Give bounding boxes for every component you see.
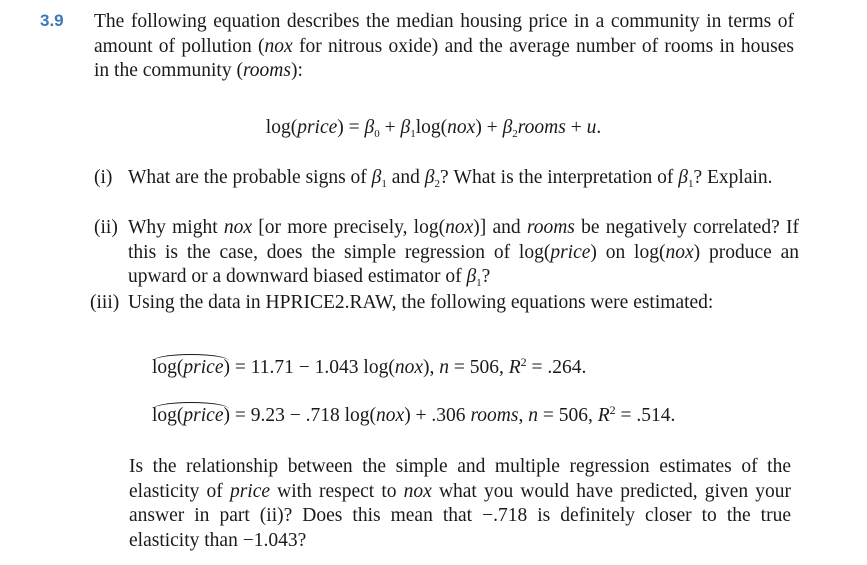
part-iii xyxy=(90,291,799,316)
part-text: What are the probable signs of xyxy=(128,167,372,188)
subscript: 2 xyxy=(434,178,441,190)
part-ii-text xyxy=(128,216,799,296)
eq-text: , xyxy=(518,405,529,426)
part-ii xyxy=(94,216,799,296)
hat-lhs xyxy=(152,405,230,427)
eq-var-u: u xyxy=(586,117,597,138)
part-label: (ii) xyxy=(94,217,118,238)
eq-var-nox: nox xyxy=(447,117,476,138)
eq-text: + xyxy=(379,117,401,138)
beta-symbol: β xyxy=(678,167,688,188)
eq-text: = .264. xyxy=(526,357,587,378)
superscript: 2 xyxy=(520,355,527,369)
part-text: ? Explain. xyxy=(693,167,773,188)
part-text: be negatively correlated? If this is the case, does the simple regression of log( xyxy=(128,217,799,263)
model-equation xyxy=(0,117,867,140)
beta-symbol: β xyxy=(466,266,477,287)
eq-text: = .514. xyxy=(615,405,676,426)
intro-text: The following equation describes the median housing price in a community in terms of amount of pollution ( xyxy=(94,11,794,57)
part-text: )] and xyxy=(473,217,527,238)
beta-symbol: β xyxy=(371,167,382,188)
eq-text: = 9.23 − .718 log( xyxy=(230,405,377,426)
part-text: ? What is the interpretation of xyxy=(440,167,679,188)
estimated-equation-multiple xyxy=(152,403,675,427)
var-n: n xyxy=(528,405,538,426)
estimated-equation-simple xyxy=(152,355,586,379)
var-r: R xyxy=(508,357,521,378)
intro-var-rooms: rooms xyxy=(242,60,291,81)
var-price: price xyxy=(183,357,224,378)
part-iii-text: Using the data in HPRICE2.RAW, the following equations were estimated: xyxy=(128,292,714,313)
eq-text: + xyxy=(565,117,587,138)
eq-text: ) + xyxy=(475,117,503,138)
var-n: n xyxy=(439,357,449,378)
eq-text: log( xyxy=(415,117,448,138)
beta-symbol: β xyxy=(424,167,435,188)
part-i-text xyxy=(128,166,799,197)
var-r: R xyxy=(597,405,610,426)
subscript: 1 xyxy=(381,178,387,190)
var-price: price xyxy=(550,241,591,263)
intro-text: for nitrous oxide) and the average number of rooms in houses in the community ( xyxy=(94,35,795,81)
eq-beta-2: β xyxy=(502,117,513,138)
eq-var-price: price xyxy=(297,117,338,138)
problem-number: 3.9 xyxy=(40,11,64,30)
var-nox: nox xyxy=(445,217,474,238)
eq-text: = 506, xyxy=(448,357,509,378)
closing-text: what you would have predicted, given your answer in part (ii)? Does this mean that −.718 is definitely closer to the true elasticity than −1.043? xyxy=(129,480,791,551)
var-nox: nox xyxy=(223,217,253,238)
eq-text: log( xyxy=(265,117,298,138)
eq-beta-0: β xyxy=(364,117,375,138)
eq-text: = 11.71 − 1.043 log( xyxy=(230,357,395,378)
part-text: ? xyxy=(481,266,491,287)
part-label: (i) xyxy=(94,167,113,188)
part-text: ) on log( xyxy=(590,241,666,263)
var-nox: nox xyxy=(394,357,423,378)
closing-text: Is the relationship between the simple and multiple regression estimates of the elasticity of xyxy=(129,456,791,502)
eq-text: log( xyxy=(152,357,184,378)
eq-text: log( xyxy=(152,405,184,426)
part-text: [or more precisely, log( xyxy=(252,217,446,238)
intro-var-nox: nox xyxy=(264,35,293,57)
intro-text: ): xyxy=(290,60,303,81)
part-label: (iii) xyxy=(90,292,120,313)
subscript: 1 xyxy=(687,178,694,190)
var-rooms: rooms xyxy=(526,217,575,238)
subscript: 1 xyxy=(476,277,482,289)
eq-subscript: 2 xyxy=(512,128,518,140)
var-nox: nox xyxy=(376,405,405,426)
var-price: price xyxy=(183,405,224,426)
eq-text: ), xyxy=(422,357,440,378)
var-price: price xyxy=(229,480,271,502)
closing-question xyxy=(129,455,791,553)
eq-text: . xyxy=(596,117,602,138)
eq-beta-1: β xyxy=(400,117,411,138)
eq-text: ) = xyxy=(337,117,365,138)
superscript: 2 xyxy=(609,403,616,417)
part-i xyxy=(94,166,799,197)
problem-intro xyxy=(94,10,794,84)
eq-text: ) + .306 xyxy=(404,405,471,426)
part-text: Why might xyxy=(128,217,224,238)
var-nox: nox xyxy=(403,480,432,502)
eq-text: ) xyxy=(223,357,230,378)
eq-subscript: 0 xyxy=(374,128,380,140)
var-rooms: rooms xyxy=(470,405,519,426)
eq-text: = 506, xyxy=(537,405,598,426)
part-text: and xyxy=(386,167,425,188)
part-text: ) produce an upward or a downward biased estimator of xyxy=(128,241,799,287)
eq-text: ) xyxy=(223,405,230,426)
eq-var-rooms: rooms xyxy=(517,117,566,138)
hat-lhs xyxy=(152,357,230,379)
closing-text: with respect to xyxy=(270,480,404,502)
var-nox: nox xyxy=(665,241,694,263)
eq-subscript: 1 xyxy=(410,128,416,140)
